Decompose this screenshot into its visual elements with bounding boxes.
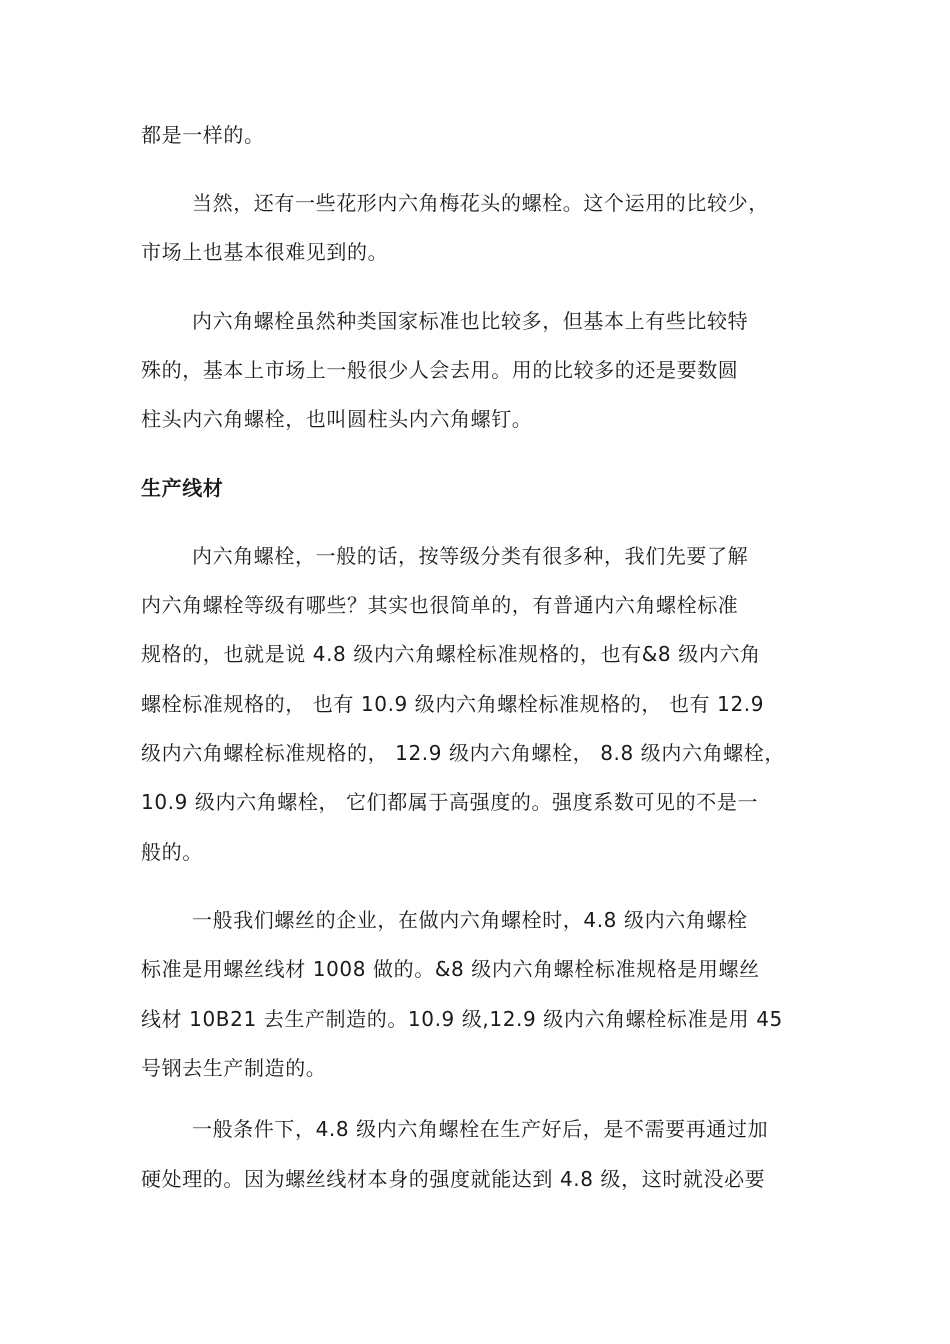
- paragraph-line: 级内六角螺栓标准规格的， 12.9 级内六角螺栓， 8.8 级内六角螺栓，: [141, 741, 785, 765]
- paragraph-line: 都是一样的。: [141, 123, 265, 147]
- paragraph-line: 规格的，也就是说 4.8 级内六角螺栓标准规格的，也有&8 级内六角: [141, 642, 761, 666]
- paragraph-line: 当然，还有一些花形内六角梅花头的螺栓。这个运用的比较少，: [192, 191, 769, 215]
- paragraph-line: 号钢去生产制造的。: [141, 1056, 327, 1080]
- paragraph-line: 内六角螺栓，一般的话，按等级分类有很多种，我们先要了解: [192, 544, 749, 568]
- paragraph-line: 10.9 级内六角螺栓， 它们都属于高强度的。强度系数可见的不是一: [141, 790, 759, 814]
- paragraph-line: 标准是用螺丝线材 1008 做的。&8 级内六角螺栓标准规格是用螺丝: [141, 957, 760, 981]
- paragraph-line: 螺栓标准规格的， 也有 10.9 级内六角螺栓标准规格的， 也有 12.9: [141, 692, 765, 716]
- paragraph-line: 一般我们螺丝的企业，在做内六角螺栓时，4.8 级内六角螺栓: [192, 908, 748, 932]
- paragraph-line: 柱头内六角螺栓，也叫圆柱头内六角螺钉。: [141, 407, 533, 431]
- paragraph-line: 一般条件下，4.8 级内六角螺栓在生产好后，是不需要再通过加: [192, 1117, 769, 1141]
- paragraph-line: 线材 10B21 去生产制造的。10.9 级,12.9 级内六角螺栓标准是用 45: [141, 1007, 783, 1031]
- paragraph-line: 殊的，基本上市场上一般很少人会去用。用的比较多的还是要数圆: [141, 358, 739, 382]
- section-heading: 生产线材: [141, 476, 224, 500]
- paragraph-line: 硬处理的。因为螺丝线材本身的强度就能达到 4.8 级，这时就没必要: [141, 1167, 766, 1191]
- paragraph-line: 般的。: [141, 840, 203, 864]
- paragraph-line: 市场上也基本很难见到的。: [141, 240, 389, 264]
- paragraph-line: 内六角螺栓等级有哪些？其实也很简单的，有普通内六角螺栓标准: [141, 593, 739, 617]
- paragraph-line: 内六角螺栓虽然种类国家标准也比较多，但基本上有些比较特: [192, 309, 749, 333]
